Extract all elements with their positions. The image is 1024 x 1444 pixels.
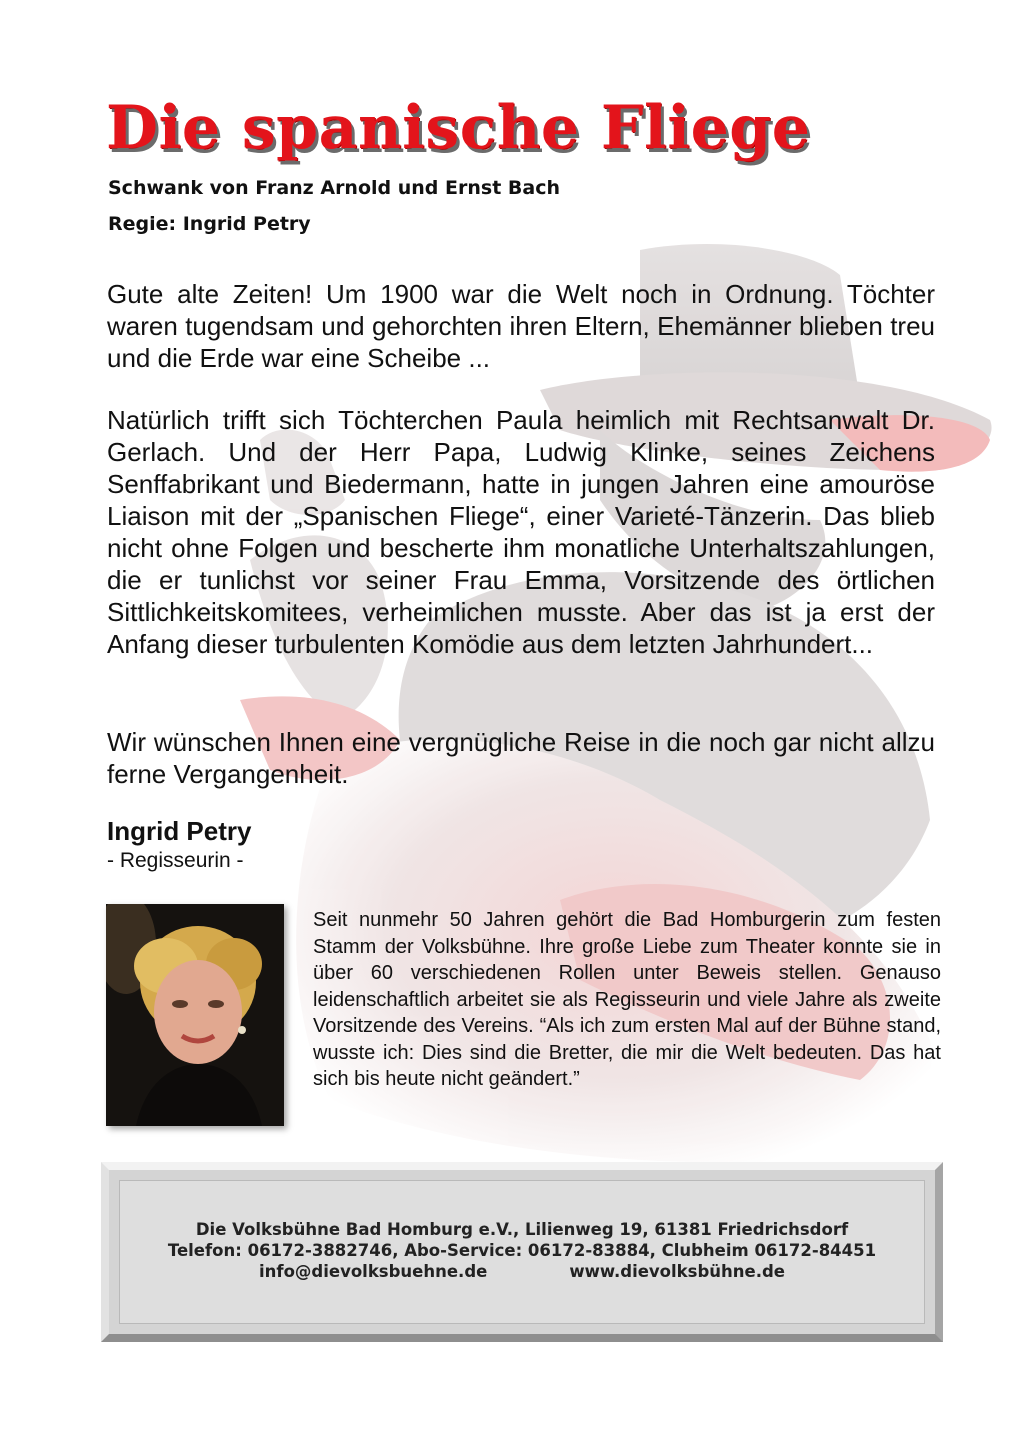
closing-paragraph: Wir wünschen Ihnen eine vergnügliche Reise in die noch gar nicht allzu ferne Vergangenheit.	[107, 727, 935, 789]
director-biography: Seit nunmehr 50 Jahren gehört die Bad Homburgerin zum festen Stamm der Volksbühne. Ihre große Liebe zum Theater konnte sie in über 60 verschiedenen Rollen unter Beweis stellen. Genauso leidenschaftlich arbeitet sie als Regisseurin und viele Jahre als zweite Vorsitzende des Vereins. “Als ich zum ersten Mal auf der Bühne stand, wusste ich: Dies sind die Bretter, die mir die Welt bedeuten. Das hat sich bis heute nicht geändert.”	[313, 909, 941, 1090]
contact-footer-box	[101, 1162, 943, 1342]
contact-info	[120, 1219, 924, 1282]
poster-title: Die spanische Fliege	[106, 93, 811, 163]
director-portrait-photo	[106, 904, 284, 1126]
subtitle-authors: Schwank von Franz Arnold und Ernst Bach	[108, 177, 560, 199]
footer-website-link[interactable]: www.dievolksbühne.de	[569, 1262, 785, 1281]
footer-email-link[interactable]: info@dievolksbuehne.de	[259, 1262, 488, 1281]
director-line: Regie: Ingrid Petry	[108, 213, 311, 235]
author-name: Ingrid Petry	[107, 816, 252, 846]
intro-paragraph: Gute alte Zeiten! Um 1900 war die Welt noch in Ordnung. Töchter waren tugendsam und gehorchten ihren Eltern, Ehemänner blieben treu und die Erde war eine Scheibe ...	[107, 279, 935, 373]
plot-paragraph: Natürlich trifft sich Töchterchen Paula heimlich mit Rechtsanwalt Dr. Gerlach. Und der Herr Papa, Ludwig Klinke, seines Zeichens Senffabrikant und Biedermann, hatte in jungen Jahren eine amouröse Liaison mit der „Spanischen Fliege“, einer Varieté-Tänzerin. Das blieb nicht ohne Folgen und bescherte ihm monatliche Unterhaltszahlungen, die er tunlichst vor seiner Frau Emma, Vorsitzende des örtlichen Sittlichkeitskomitees, verheimlichen musste. Aber das ist ja erst der Anfang dieser turbulenten Komödie aus dem letzten Jahrhundert...	[107, 405, 935, 659]
author-role: - Regisseurin -	[107, 849, 244, 872]
footer-links	[120, 1261, 924, 1282]
footer-address: Die Volksbühne Bad Homburg e.V., Lilienweg 19, 61381 Friedrichsdorf	[195, 1220, 849, 1239]
footer-phones: Telefon: 06172-3882746, Abo-Service: 06172-83884, Clubheim 06172-84451	[167, 1241, 877, 1260]
contact-footer-panel	[119, 1180, 925, 1324]
